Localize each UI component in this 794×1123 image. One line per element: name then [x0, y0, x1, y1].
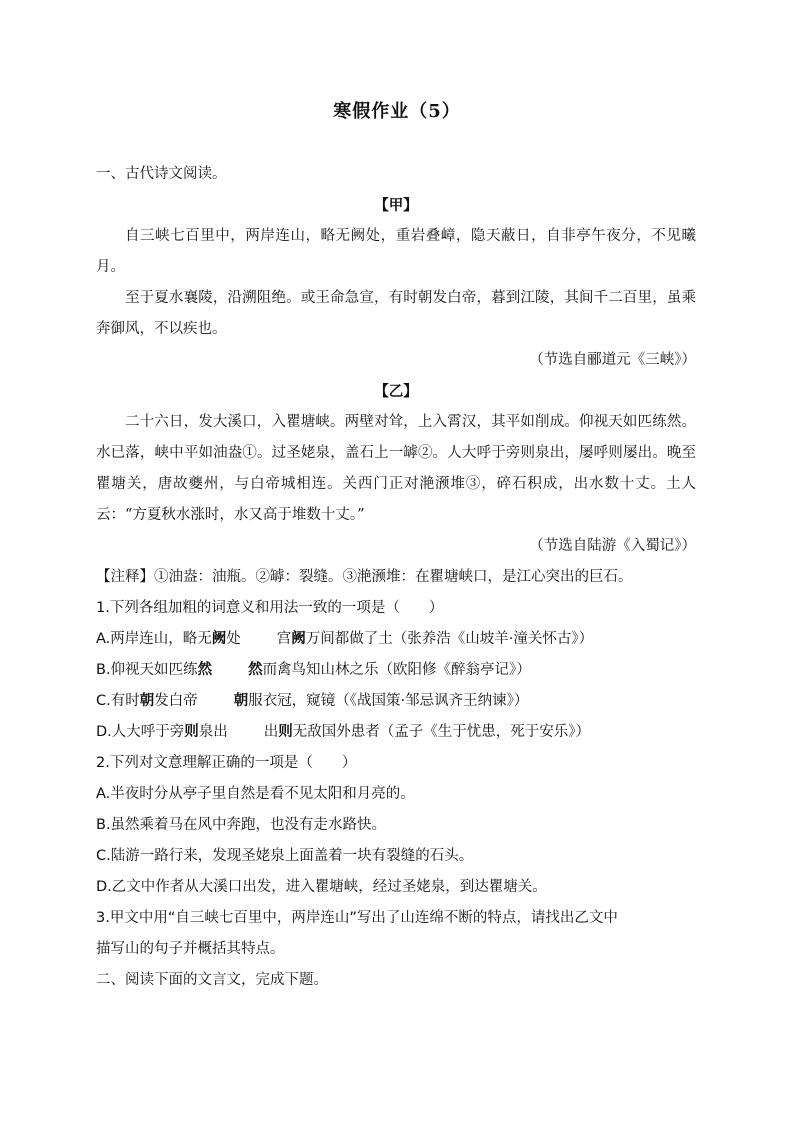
content — [96, 159, 696, 996]
passage-jia-paragraph-1: 自三峡七百里中，两岸连山，略无阙处，重岩叠嶂，隐天蔽日，自非亭午夜分，不见曦月。 — [96, 228, 696, 275]
passage-yi-label: 【乙】 — [374, 383, 418, 400]
question-3-line-2: 描写山的句子并概括其特点。 — [96, 941, 285, 957]
option-b-part-2: 然而禽鸟知山林之乐（欧阳修《醉翁亭记》） — [248, 662, 531, 678]
question-2-option-b: B.虽然乘着马在风中奔跑，也没有走水路快。 — [96, 817, 387, 833]
passage-jia-label: 【甲】 — [374, 197, 418, 214]
option-d-part-2: 出则无敌国外患者（孟子《生于忧患，死于安乐》） — [263, 724, 591, 740]
passage-yi-paragraph-1: 二十六日，发大溪口，入瞿塘峡。两壁对耸，上入霄汉，其平如削成。仰视天如匹练然。水已落，峡中平如油盎①。过圣姥泉，盖石上一罅②。人大呼于旁则泉出，屡呼则屡出。晚至瞿塘关，唐故夔州，与白帝城相连。关西门正对滟滪堆③，碎石积成，出水数十丈。土人云：“方夏秋水涨时，水又高于堆数十丈。” — [96, 414, 696, 523]
section-heading-2: 二、阅读下面的文言文，完成下题。 — [96, 972, 328, 988]
annotation-notes: 【注释】①油盎：油瓶。②罅：裂缝。③滟滪堆：在瞿塘峡口，是江心突出的巨石。 — [96, 569, 633, 585]
option-d-part-1: D.人大呼于旁则泉出 — [96, 724, 228, 740]
question-1-option-d — [96, 717, 696, 748]
question-3-line-1: 3.甲文中用“自三峡七百里中，两岸连山”写出了山连绵不断的特点，请找出乙文中 — [96, 910, 618, 926]
question-1-stem: 1.下列各组加粗的词意义和用法一致的一项是（ ） — [96, 600, 444, 616]
question-1-option-c — [96, 686, 696, 717]
option-c-part-1: C.有时朝发白帝 — [96, 693, 198, 709]
question-2-stem: 2.下列对文意理解正确的一项是（ ） — [96, 755, 357, 771]
option-a-part-1: A.两岸连山，略无阙处 — [96, 631, 241, 647]
question-2-option-d: D.乙文中作者从大溪口出发，进入瞿塘峡，经过圣姥泉，到达瞿塘关。 — [96, 879, 547, 895]
passage-yi-source: （节选自陆游《入蜀记》） — [529, 538, 696, 554]
passage-jia-source: （节选自郦道元《三峡》） — [529, 352, 696, 368]
question-2-option-a: A.半夜时分从亭子里自然是看不见太阳和月亮的。 — [96, 786, 415, 802]
section-heading-1: 一、古代诗文阅读。 — [96, 166, 227, 182]
option-a-part-2: 宫阙万间都做了土（张养浩《山坡羊·潼关怀古》） — [276, 631, 594, 647]
option-c-part-2: 朝服衣冠，窥镜（《战国策·邹忌讽齐王纳谏》） — [233, 693, 529, 709]
option-b-part-1: B.仰视天如匹练然 — [96, 662, 213, 678]
question-1-option-a — [96, 624, 696, 655]
question-2-option-c: C.陆游一路行来，发现圣姥泉上面盖着一块有裂缝的石头。 — [96, 848, 474, 864]
question-1-option-b — [96, 655, 696, 686]
page-title: 寒假作业（5） — [333, 101, 461, 122]
passage-jia-paragraph-2: 至于夏水襄陵，沿溯阻绝。或王命急宣，有时朝发白帝，暮到江陵，其间千二百里，虽乘奔御风，不以疾也。 — [96, 290, 696, 337]
